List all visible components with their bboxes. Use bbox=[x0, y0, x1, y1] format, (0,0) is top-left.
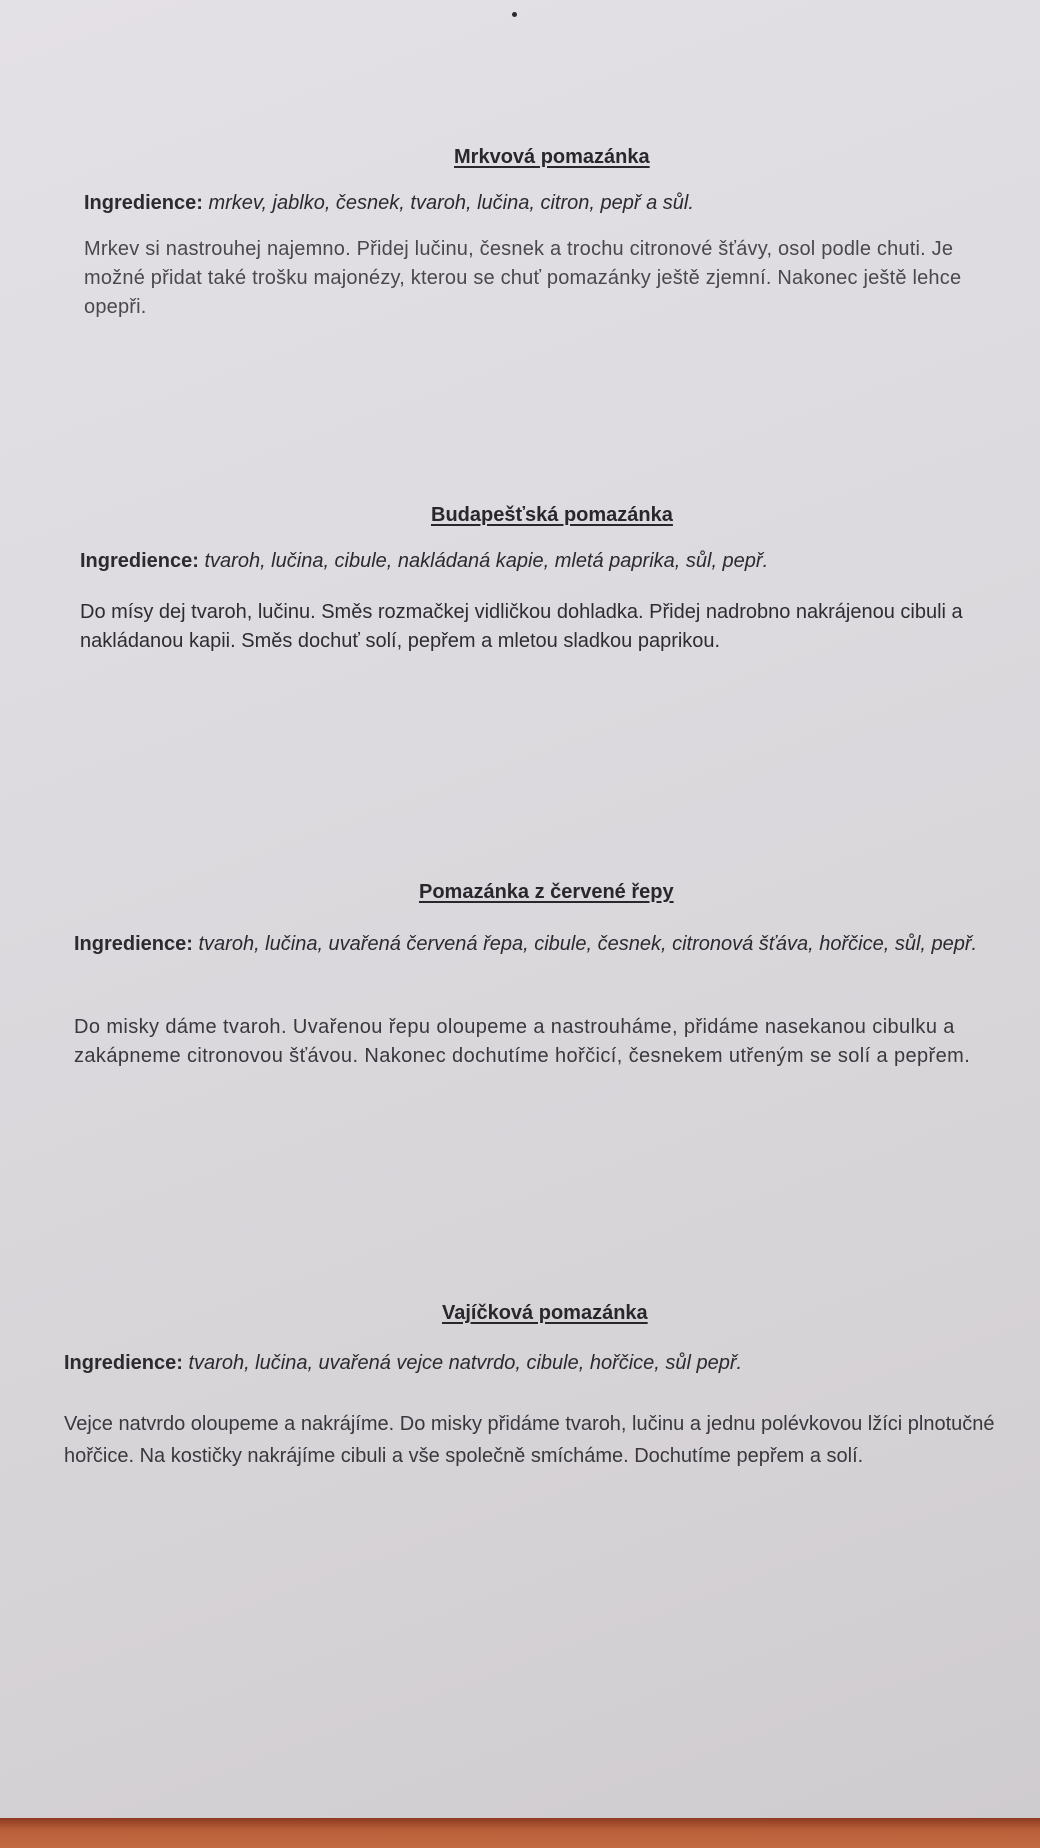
recipe-method: Vejce natvrdo oloupeme a nakrájíme. Do misky přidáme tvaroh, lučinu a jednu polévkovou lžíci plnotučné hořčice. Na kostičky nakrájíme cibuli a vše společně smícháme. Dochutíme pepřem a solí. bbox=[64, 1413, 995, 1467]
ingredients-label: Ingredience: bbox=[64, 1352, 183, 1374]
ingredients-list: mrkev, jablko, česnek, tvaroh, lučina, citron, pepř a sůl. bbox=[208, 192, 694, 214]
ingredients-line bbox=[74, 929, 1024, 959]
ingredients-list: tvaroh, lučina, uvařená červená řepa, cibule, česnek, citronová šťáva, hořčice, sůl, pepř. bbox=[198, 933, 978, 955]
ingredients-label: Ingredience: bbox=[74, 933, 193, 955]
recipe-method: Do misky dáme tvaroh. Uvařenou řepu oloupeme a nastrouháme, přidáme nasekanou cibulku a zakápneme citronovou šťávou. Nakonec dochutíme hořčicí, česnekem utřeným se solí a pepřem. bbox=[74, 1016, 971, 1067]
punch-dot bbox=[512, 12, 517, 17]
ingredients-list: tvaroh, lučina, uvařená vejce natvrdo, cibule, hořčice, sůl pepř. bbox=[188, 1352, 743, 1374]
ingredients-line bbox=[84, 188, 984, 218]
recipe-method: Do mísy dej tvaroh, lučinu. Směs rozmačkej vidličkou dohladka. Přidej nadrobno nakrájenou cibuli a nakládanou kapii. Směs dochuť solí, pepřem a mletou sladkou paprikou. bbox=[80, 601, 963, 652]
recipe-title: Pomazánka z červené řepy bbox=[419, 881, 674, 903]
ingredients-line bbox=[64, 1348, 1024, 1378]
ingredients-list: tvaroh, lučina, cibule, nakládaná kapie, mletá paprika, sůl, pepř. bbox=[204, 550, 769, 572]
ingredients-label: Ingredience: bbox=[80, 550, 199, 572]
recipe-title: Mrkvová pomazánka bbox=[454, 146, 650, 168]
recipe-title: Budapešťská pomazánka bbox=[431, 504, 673, 526]
ingredients-line bbox=[80, 546, 1030, 576]
recipe-method: Mrkev si nastrouhej najemno. Přidej lučinu, česnek a trochu citronové šťávy, osol podle chuti. Je možné přidat také trošku majonézy, kterou se chuť pomazánky ještě zjemní. Nakonec ještě lehce opepři. bbox=[84, 238, 962, 318]
table-surface bbox=[0, 1818, 1040, 1848]
recipe-title: Vajíčková pomazánka bbox=[442, 1302, 648, 1324]
ingredients-label: Ingredience: bbox=[84, 192, 203, 214]
